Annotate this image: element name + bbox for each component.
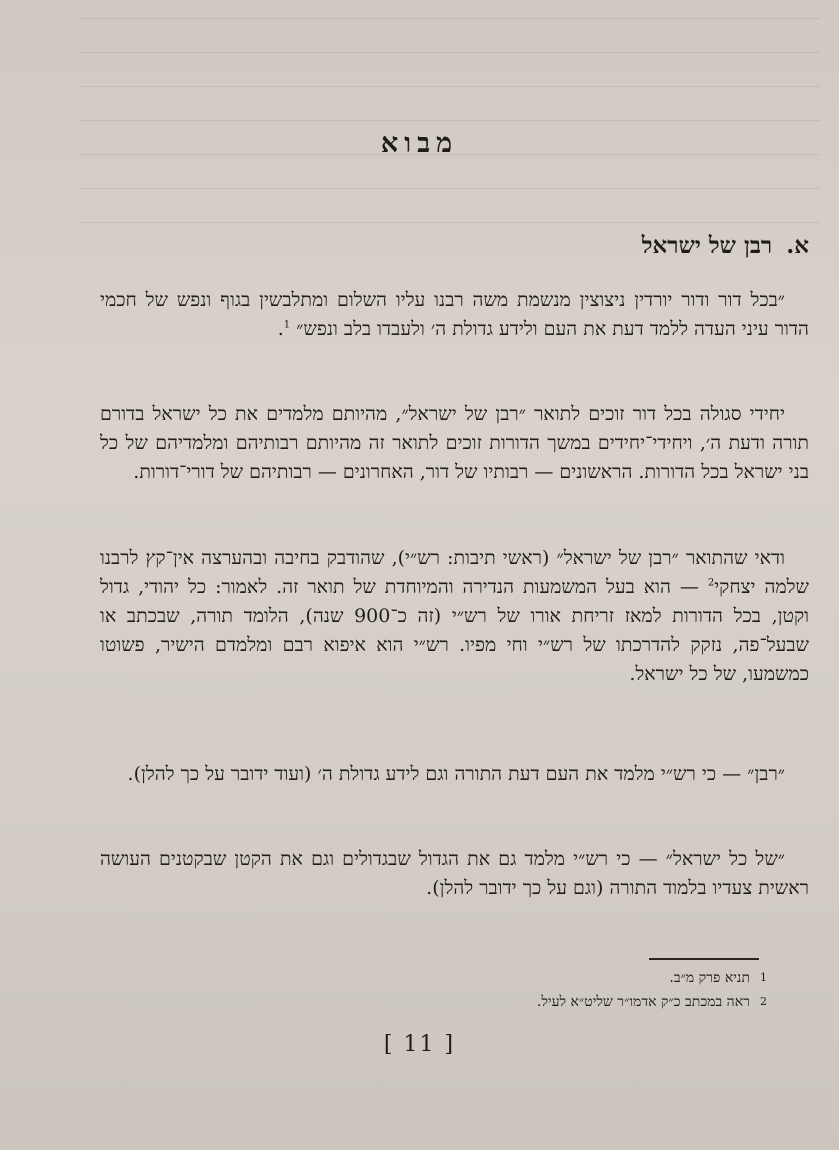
section-title: [642, 232, 809, 259]
footnote-divider: [649, 958, 759, 960]
paragraph-quote: ״בכל דור ודור יורדין ניצוצין מנשמת משה רבנו עליו השלום ומתלבשין בגוף ונפש של חכמי הדור עיני העדה ללמד דעת את העם ולידע גדולת ה׳ ולעבדו בלב ונפש״ $^1$.: [100, 289, 809, 340]
footnote-text: ראה במכתב כ״ק אדמו״ר שליט״א לעיל.: [536, 994, 750, 1010]
bleed-through-text: [80, 0, 820, 250]
paragraph-3-text-a: ודאי שהתואר ״רבן של ישראל״ (ראשי תיבות: רש״י), שהודבק בחיבה ובהערצה אין־קץ לרבנו שלמה יצחקי: [100, 547, 809, 598]
paragraph-5-text: ״של כל ישראל״ — כי רש״י מלמד גם את הגדול שבגדולים וגם את הקטן שבקטנים העושה ראשית צעדיו בלמוד התורה (וגם על כך ידובר להלן).: [100, 848, 809, 899]
footnote-number: 1: [760, 971, 767, 984]
footnote-ref-1: 1: [283, 319, 291, 331]
section-marker: א.: [786, 232, 809, 259]
paragraph-1-text: ״בכל דור ודור יורדין ניצוצין מנשמת משה רבנו עליו השלום ומתלבשין בגוף ונפש של חכמי הדור עיני העדה ללמד דעת את העם ולידע גדולת ה׳ ולעבדו בלב ונפש״: [100, 289, 809, 340]
paragraph-3: [100, 544, 809, 689]
paragraph-4-text: ״רבן״ — כי רש״י מלמד את העם דעת התורה וגם לידע גדולת ה׳ (ועוד ידובר על כך להלן).: [127, 763, 785, 785]
footnote-item: [267, 966, 767, 990]
paragraph-2: [100, 400, 809, 487]
footnote-ref-2: 2: [707, 577, 715, 589]
paragraph-5: [100, 845, 809, 903]
paragraph-2-text: יחידי סגולה בכל דור זוכים לתואר ״רבן של ישראל״, מהיותם מלמדים את כל ישראל בדורם תורה ודעת ה׳, ויחידי־יחידים במשך הדורות זוכים לתואר זה מהיותם רבותיהם ומלמדיהם של כל בני ישראל בכל הדורות. הראשונים — רבותיו של דור, האחרונים — רבותיהם של דורי־דורות.: [100, 403, 809, 483]
footnote-number: 2: [760, 995, 767, 1008]
footnote-item: [267, 990, 767, 1014]
footnotes: [267, 966, 767, 1014]
page-number: [ 11 ]: [383, 1032, 456, 1057]
footnote-text: תניא פרק מ״ב.: [669, 970, 750, 986]
section-title-text: רבן של ישראל: [641, 232, 773, 259]
paragraph-3-text-b: — הוא בעל המשמעות הנדירה והמיוחדת של תואר זה. לאמור: כל יהודי, גדול וקטן, בכל הדורות למאז זריחת אורו של רש״י (זה כ־900 שנה), הלומד תורה, שבכתב או שבעל־פה, נזקק להדרכתו של רש״י וחי מפיו. רש״י הוא איפוא רבם ומלמדם הישיר, פשוטו כמשמעו, של כל ישראל.: [100, 576, 809, 685]
paragraph-4: [100, 760, 809, 789]
page-heading: מבוא: [380, 128, 459, 159]
